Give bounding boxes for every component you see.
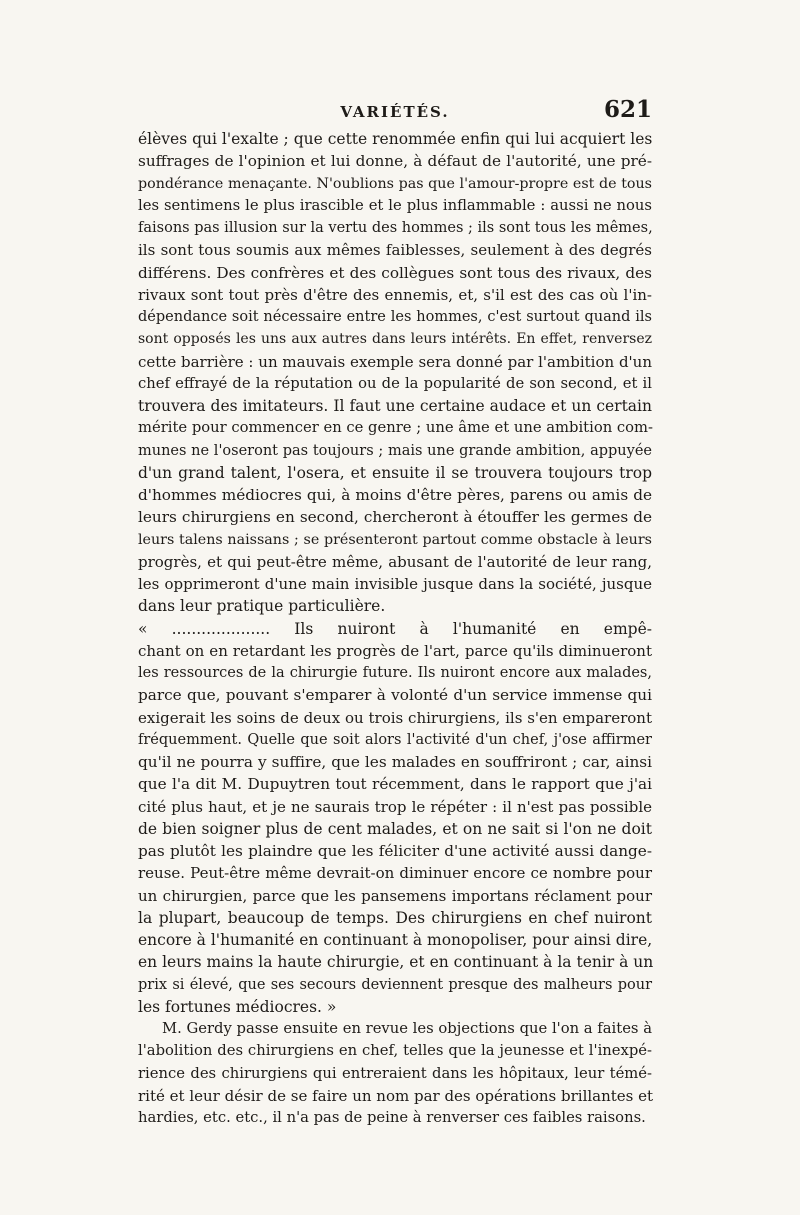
text-line: en leurs mains la haute chirurgie, et en continuant à la tenir à un [138,953,654,972]
text-line: les ressources de la chirurgie future. Ils nuiront encore aux malades, [138,665,652,681]
text-line: la plupart, beaucoup de temps. Des chirurgiens en chef nuiront [138,908,652,927]
text-line: fréquemment. Quelle que soit alors l'activité d'un chef, j'ose affirmer [138,731,652,748]
text-line: l'abolition des chirurgiens en chef, telles que la jeunesse et l'inexpé- [138,1042,652,1060]
text-line: dépendance soit nécessaire entre les hommes, c'est surtout quand ils [138,309,652,325]
text-line: reuse. Peut-être même devrait-on diminuer encore ce nombre pour [138,864,652,883]
text-line: leurs chirurgiens en second, chercheront à étouffer les germes de [138,508,652,527]
text-line: de bien soigner plus de cent malades, et on ne sait si l'on ne doit [138,819,652,838]
text-line: munes ne l'oseront pas toujours ; mais une grande ambition, appuyée [138,442,652,459]
running-head [138,98,652,126]
text-line: « .................... Ils nuiront à l'humanité en empê- [138,619,652,638]
text-line: différens. Des confrères et des collègues sont tous des rivaux, des [138,263,652,282]
text-line: d'un grand talent, l'osera, et ensuite il se trouvera toujours trop [138,463,652,482]
text-line: rience des chirurgiens qui entreraient dans les hôpitaux, leur témé- [138,1064,652,1082]
text-line: les sentimens le plus irascible et le plus inflammable : aussi ne nous [138,196,652,214]
text-line: qu'il ne pourra y suffire, que les malades en souffriront ; car, ainsi [138,753,652,771]
text-line: mérite pour commencer en ce genre ; une âme et une ambition com- [138,419,653,437]
text-line: chant on en retardant les progrès de l'art, parce qu'ils diminueront [138,641,652,660]
text-line: M. Gerdy passe ensuite en revue les objections que l'on a faites à [162,1020,652,1037]
text-line: prix si élevé, que ses secours deviennent presque des malheurs pour [138,976,652,993]
text-line: trouvera des imitateurs. Il faut une certaine audace et un certain [138,397,652,415]
text-line: les fortunes médiocres. » [138,997,337,1016]
text-line: leurs talens naissans ; se présenteront partout comme obstacle à leurs [138,531,652,548]
text-line: un chirurgien, parce que les pansemens importans réclament pour [138,886,652,905]
text-line: hardies, etc. etc., il n'a pas de peine à renverser ces faibles raisons. [138,1109,646,1126]
text-line: que l'a dit M. Dupuytren tout récemment, dans le rapport que j'ai [138,775,652,794]
text-line: progrès, et qui peut-être même, abusant de l'autorité de leur rang, [138,552,652,571]
text-line: pas plutôt les plaindre que les féliciter d'une activité aussi dange- [138,842,652,860]
text-line: rité et leur désir de se faire un nom par des opérations brillantes et [138,1086,654,1105]
text-line: faisons pas illusion sur la vertu des hommes ; ils sont tous les mêmes, [138,220,653,236]
text-line: suffrages de l'opinion et lui donne, à défaut de l'autorité, une pré- [138,152,652,171]
text-line: ils sont tous soumis aux mêmes faiblesses, seulement à des degrés [138,241,652,260]
text-line: encore à l'humanité en continuant à monopoliser, pour ainsi dire, [138,931,653,949]
text-line: cette barrière : un mauvais exemple sera donné par l'ambition d'un [138,352,652,371]
body-text [138,128,652,1129]
text-line: parce que, pouvant s'emparer à volonté d'un service immense qui [138,686,652,705]
text-line: sont opposés les uns aux autres dans leurs intérêts. En effet, renversez [138,331,652,348]
text-line: chef effrayé de la réputation ou de la popularité de son second, et il [138,374,652,392]
text-line: dans leur pratique particulière. [138,597,386,616]
text-line: rivaux sont tout près d'être des ennemis, et, s'il est des cas où l'in- [138,285,652,304]
page-number: 621 [603,96,652,123]
running-title: VARIÉTÉS. [340,103,450,121]
text-line: cité plus haut, et je ne saurais trop le répéter : il n'est pas possible [138,797,652,816]
text-line: élèves qui l'exalte ; que cette renommée enfin qui lui acquiert les [138,130,653,148]
text-line: exigerait les soins de deux ou trois chirurgiens, ils s'en empareront [138,708,652,727]
text-line: d'hommes médiocres qui, à moins d'être pères, parens ou amis de [138,486,652,504]
text-line: pondérance menaçante. N'oublions pas que l'amour-propre est de tous [138,175,652,192]
text-line: les opprimeront d'une main invisible jusque dans la société, jusque [138,575,652,593]
